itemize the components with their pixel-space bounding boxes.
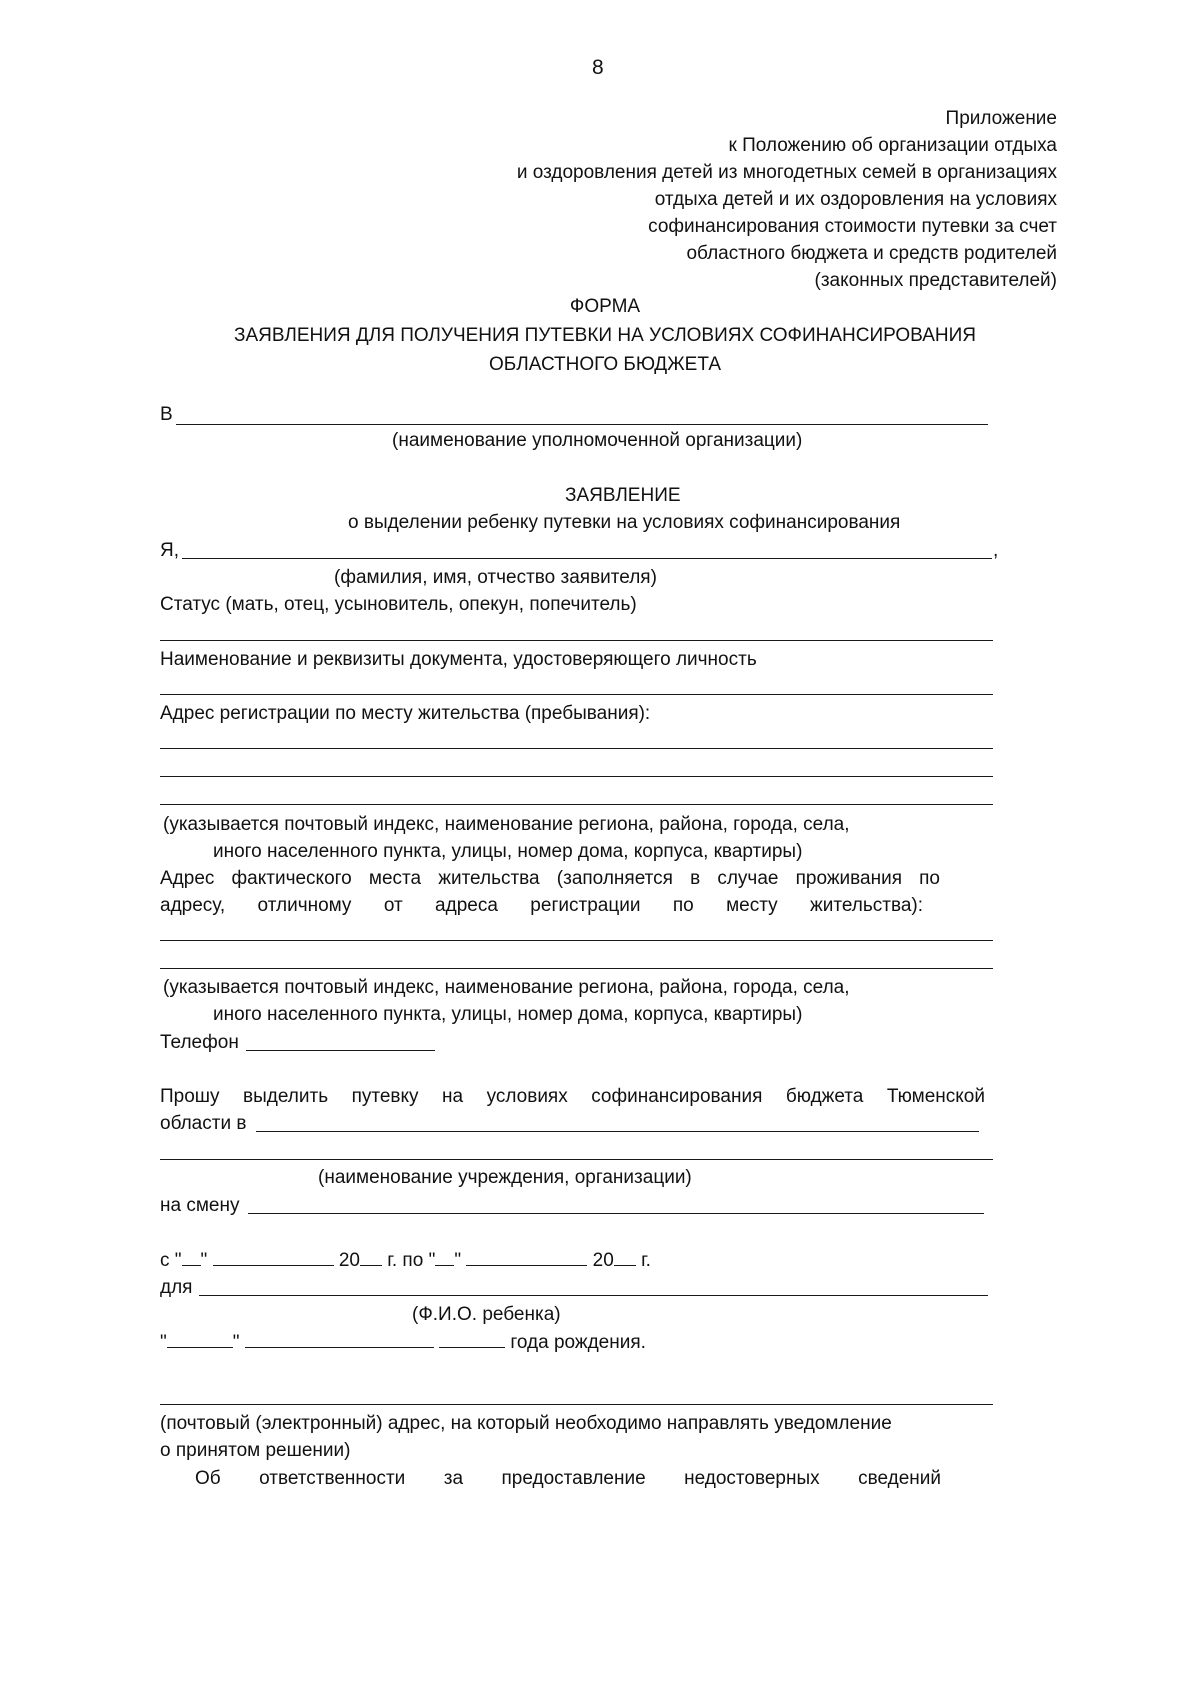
quote: " <box>232 1332 240 1353</box>
notify-address-field[interactable] <box>160 1404 993 1405</box>
address-caption-line: иного населенного пункта, улицы, номер дома, корпуса, квартиры) <box>213 841 803 862</box>
registration-field-line1[interactable] <box>160 748 993 749</box>
appendix-line: софинансирования стоимости путевки за счет <box>648 216 1057 237</box>
request-text: Прошу выделить путевку на условиях софинансирования бюджета Тюменской <box>160 1086 985 1107</box>
actual-address-field-line2[interactable] <box>160 968 993 969</box>
year-prefix: 20 <box>338 1250 360 1271</box>
responsibility-text: Об ответственности за предоставление недостоверных сведений <box>195 1468 941 1489</box>
form-title-line: ЗАЯВЛЕНИЯ ДЛЯ ПОЛУЧЕНИЯ ПУТЕВКИ НА УСЛОВИЯХ СОФИНАНСИРОВАНИЯ <box>234 325 976 346</box>
statement-subtitle: о выделении ребенку путевки на условиях софинансирования <box>348 512 901 533</box>
applicant-name-field[interactable] <box>182 558 992 559</box>
page-number: 8 <box>592 56 604 79</box>
appendix-line: (законных представителей) <box>814 270 1057 291</box>
birth-day-field[interactable] <box>167 1329 233 1348</box>
address-caption-line: (указывается почтовый индекс, наименование региона, района, города, села, <box>163 977 850 998</box>
form-title-line: ОБЛАСТНОГО БЮДЖЕТА <box>488 354 721 375</box>
status-label: Статус (мать, отец, усыновитель, опекун, попечитель) <box>160 594 637 615</box>
day-to-field[interactable] <box>435 1247 454 1266</box>
actual-address-label: адресу, отличному от адреса регистрации по месту жительства): <box>160 895 923 916</box>
quote: " <box>160 1332 167 1353</box>
child-name-field[interactable] <box>199 1295 988 1296</box>
year-to-field[interactable] <box>614 1247 636 1266</box>
document-field[interactable] <box>160 694 993 695</box>
institution-caption: (наименование учреждения, организации) <box>318 1167 692 1188</box>
institution-field-line2[interactable] <box>160 1159 993 1160</box>
applicant-suffix: , <box>993 540 999 561</box>
status-field[interactable] <box>160 640 993 641</box>
year-suffix: г. <box>641 1250 651 1271</box>
quote: " <box>454 1250 462 1271</box>
quote: " <box>200 1250 208 1271</box>
registration-label: Адрес регистрации по месту жительства (пребывания): <box>160 703 651 724</box>
appendix-line: Приложение <box>945 108 1057 129</box>
to-prefix: В <box>160 404 173 425</box>
notify-caption-line: (почтовый (электронный) адрес, на который необходимо направлять уведомление <box>160 1413 892 1434</box>
shift-field[interactable] <box>248 1213 984 1214</box>
phone-label: Телефон <box>160 1032 239 1053</box>
document-label: Наименование и реквизиты документа, удостоверяющего личность <box>160 649 757 670</box>
institution-field-line1[interactable] <box>256 1131 979 1132</box>
birth-year-field[interactable] <box>439 1329 505 1348</box>
birth-month-field[interactable] <box>245 1329 434 1348</box>
registration-field-line2[interactable] <box>160 776 993 777</box>
child-caption: (Ф.И.О. ребенка) <box>412 1304 561 1325</box>
child-prefix: для <box>160 1277 193 1298</box>
form-title <box>170 292 1040 379</box>
organization-field[interactable] <box>176 424 988 425</box>
shift-label: на смену <box>160 1195 240 1216</box>
address-caption-line: (указывается почтовый индекс, наименование региона, района, города, села, <box>163 814 850 835</box>
appendix-line: областного бюджета и средств родителей <box>686 243 1057 264</box>
applicant-caption: (фамилия, имя, отчество заявителя) <box>334 567 657 588</box>
statement-title: ЗАЯВЛЕНИЕ <box>565 485 681 506</box>
form-title-line: ФОРМА <box>569 296 641 317</box>
actual-address-label: Адрес фактического места жительства (заполняется в случае проживания по <box>160 868 940 889</box>
address-caption-line: иного населенного пункта, улицы, номер дома, корпуса, квартиры) <box>213 1004 803 1025</box>
appendix-line: отдыха детей и их оздоровления на условиях <box>654 189 1057 210</box>
organization-caption: (наименование уполномоченной организации) <box>392 430 803 451</box>
appendix-line: к Положению об организации отдыха <box>728 135 1057 156</box>
phone-field[interactable] <box>246 1050 435 1051</box>
birth-suffix: года рождения. <box>510 1332 646 1353</box>
request-prefix: области в <box>160 1113 247 1134</box>
applicant-prefix: Я, <box>160 540 179 561</box>
year-from-field[interactable] <box>360 1247 382 1266</box>
registration-field-line3[interactable] <box>160 804 993 805</box>
date-from-label: с " <box>160 1250 182 1271</box>
appendix-line: и оздоровления детей из многодетных семей в организациях <box>516 162 1057 183</box>
appendix-header <box>517 105 1057 294</box>
actual-address-field-line1[interactable] <box>160 940 993 941</box>
day-from-field[interactable] <box>182 1247 201 1266</box>
year-prefix: 20 <box>592 1250 614 1271</box>
date-to-label: г. по " <box>387 1250 436 1271</box>
shift-dates-row <box>160 1247 651 1274</box>
month-from-field[interactable] <box>213 1247 334 1266</box>
month-to-field[interactable] <box>466 1247 587 1266</box>
notify-caption-line: о принятом решении) <box>160 1440 351 1461</box>
birth-date-row <box>160 1329 646 1356</box>
